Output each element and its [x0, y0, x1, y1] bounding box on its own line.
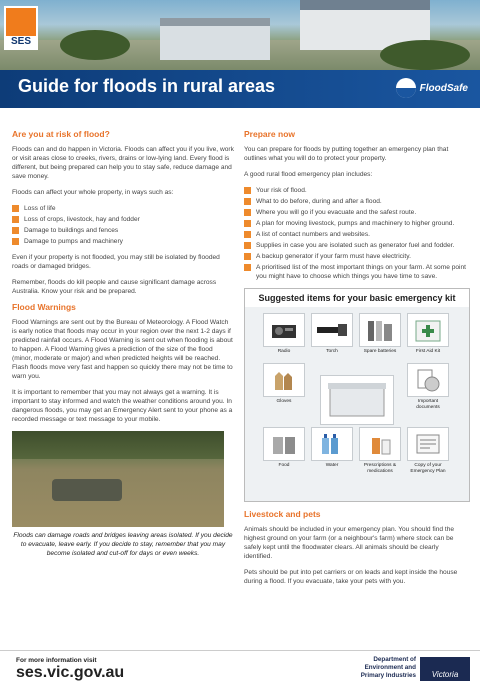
house-image: [160, 18, 270, 60]
documents-icon: [414, 368, 442, 392]
tree-image: [380, 40, 470, 70]
flood-road-photo: [12, 431, 224, 527]
food-can-icon: [270, 432, 298, 456]
photo-caption: Floods can damage roads and bridges leaving areas isolated. If you decide to evacuate, leave early. If you decide to stay, remember that you may become isolated and cut-off for days or even weeks.: [13, 532, 233, 557]
list-item: Your risk of flood.: [244, 186, 468, 195]
more-info-label: For more information visit: [16, 657, 97, 664]
kit-item-batteries: Spare batteries: [359, 313, 401, 355]
kit-item-radio: Radio: [263, 313, 305, 355]
risk-heading: Are you at risk of flood?: [12, 129, 110, 139]
kit-title: Suggested items for your basic emergency kit: [245, 289, 469, 307]
kit-item-water: Water: [311, 427, 353, 469]
risk-paragraph: Remember, floods do kill people and cause significant damage across Australia. Know your risk and be prepared.: [12, 279, 217, 295]
left-column: [12, 130, 234, 558]
victoria-logo: Victoria: [420, 657, 470, 681]
livestock-heading: Livestock and pets: [244, 509, 321, 519]
water-bottle-icon: [318, 432, 346, 456]
livestock-paragraph: Pets should be put into pet carriers or on leads and kept inside the house during a flood. If you evacuate, take your pets with you.: [244, 569, 458, 585]
risk-list: [12, 204, 234, 246]
kit-item-first-aid: First Aid Kit: [407, 313, 449, 355]
kit-item-food: Food: [263, 427, 305, 469]
list-item: Damage to buildings and fences: [12, 226, 234, 235]
kit-item-emergency-plan: Copy of your Emergency Plan: [407, 427, 449, 475]
kit-item-documents: Important documents: [407, 363, 449, 411]
title-band: [0, 70, 480, 108]
gloves-icon: [271, 368, 297, 392]
emergency-kit-box: [244, 288, 470, 502]
list-item: A plan for moving livestock, pumps and machinery to higher ground.: [244, 219, 468, 228]
prepare-heading: Prepare now: [244, 129, 296, 139]
risk-paragraph: Floods can affect your whole property, in ways such as:: [12, 189, 174, 196]
page-title: Guide for floods in rural areas: [18, 76, 276, 96]
website-link[interactable]: ses.vic.gov.au: [16, 664, 125, 681]
list-item: Damage to pumps and machinery: [12, 237, 234, 246]
kit-item-gloves: Gloves: [263, 363, 305, 405]
ses-logo: [4, 6, 38, 50]
pill-bottle-icon: [366, 432, 394, 456]
risk-paragraph: Even if your property is not flooded, you may still be isolated by flooded roads or damaged bridges.: [12, 254, 220, 270]
footer: [0, 650, 480, 686]
list-item: A backup generator if your farm must have electricity.: [244, 252, 468, 261]
prepare-paragraph: A good rural flood emergency plan includes:: [244, 171, 373, 178]
list-item: Where you will go if you evacuate and the safest route.: [244, 208, 468, 217]
warnings-paragraph: It is important to remember that you may not always get a warning. It is important to stay informed and watch the weather conditions around you. In dangerous floods, you may get an Emergency Alert sent to your phone as a recorded message or text message to your mobile.: [12, 389, 233, 423]
storage-tub: [320, 375, 394, 425]
list-item: What to do before, during and after a flood.: [244, 197, 468, 206]
battery-icon: [366, 318, 394, 342]
hero-photo: [0, 0, 480, 70]
list-item: A prioritised list of the most important things on your farm. At some point you might have to choose which things you have time to save.: [244, 263, 468, 281]
livestock-paragraph: Animals should be included in your emergency plan. You should find the highest ground on your farm (or a neighbour's farm) where stock can be safely kept until the floodwater clears. All animals should be clearly identified.: [244, 526, 455, 560]
floodsafe-logo: [396, 78, 468, 98]
warnings-heading: Flood Warnings: [12, 302, 76, 312]
list-item: Loss of crops, livestock, hay and fodder: [12, 215, 234, 224]
list-item: Supplies in case you are isolated such as generator fuel and fodder.: [244, 241, 468, 250]
tree-image: [60, 30, 130, 60]
plan-document-icon: [414, 432, 442, 456]
list-item: Loss of life: [12, 204, 234, 213]
kit-item-prescriptions: Prescriptions & medications: [359, 427, 401, 475]
right-column: [244, 130, 468, 593]
list-item: A list of contact numbers and websites.: [244, 230, 468, 239]
plan-list: [244, 186, 468, 281]
risk-paragraph: Floods can and do happen in Victoria. Floods can affect you if you live, work or visit areas close to creeks, rivers, drains or low-lying land. Every flood is different, but being prepared can help you to stay safe, reduce damage and save money.: [12, 146, 234, 180]
ses-logo-text: SES: [6, 36, 36, 48]
torch-icon: [316, 323, 348, 337]
first-aid-icon: [414, 318, 442, 342]
warnings-paragraph: Flood Warnings are sent out by the Bureau of Meteorology. A Flood Watch is early notice that floods may occur in your region over the next 1-2 days if predicted rainfall occurs. A Flood Warning is sent out when flooding is about to happen. A Flood Warning gives a prediction of the size of the flood (minor, moderate or major) and when predicted heights will be reached. Flash floods move very fast and happen so quickly there may not be time to warn you.: [12, 319, 233, 380]
floodsafe-logo-text: FloodSafe: [419, 82, 468, 94]
kit-item-torch: Torch: [311, 313, 353, 355]
department-name: Department of Environment and Primary Industries: [360, 656, 416, 679]
radio-icon: [271, 321, 297, 339]
wave-icon: [396, 78, 416, 98]
submerged-vehicle-image: [52, 479, 122, 501]
storage-tub-icon: [326, 380, 388, 420]
prepare-paragraph: You can prepare for floods by putting together an emergency plan that outlines what you will do to protect your property.: [244, 146, 449, 162]
trees-image: [12, 431, 224, 459]
